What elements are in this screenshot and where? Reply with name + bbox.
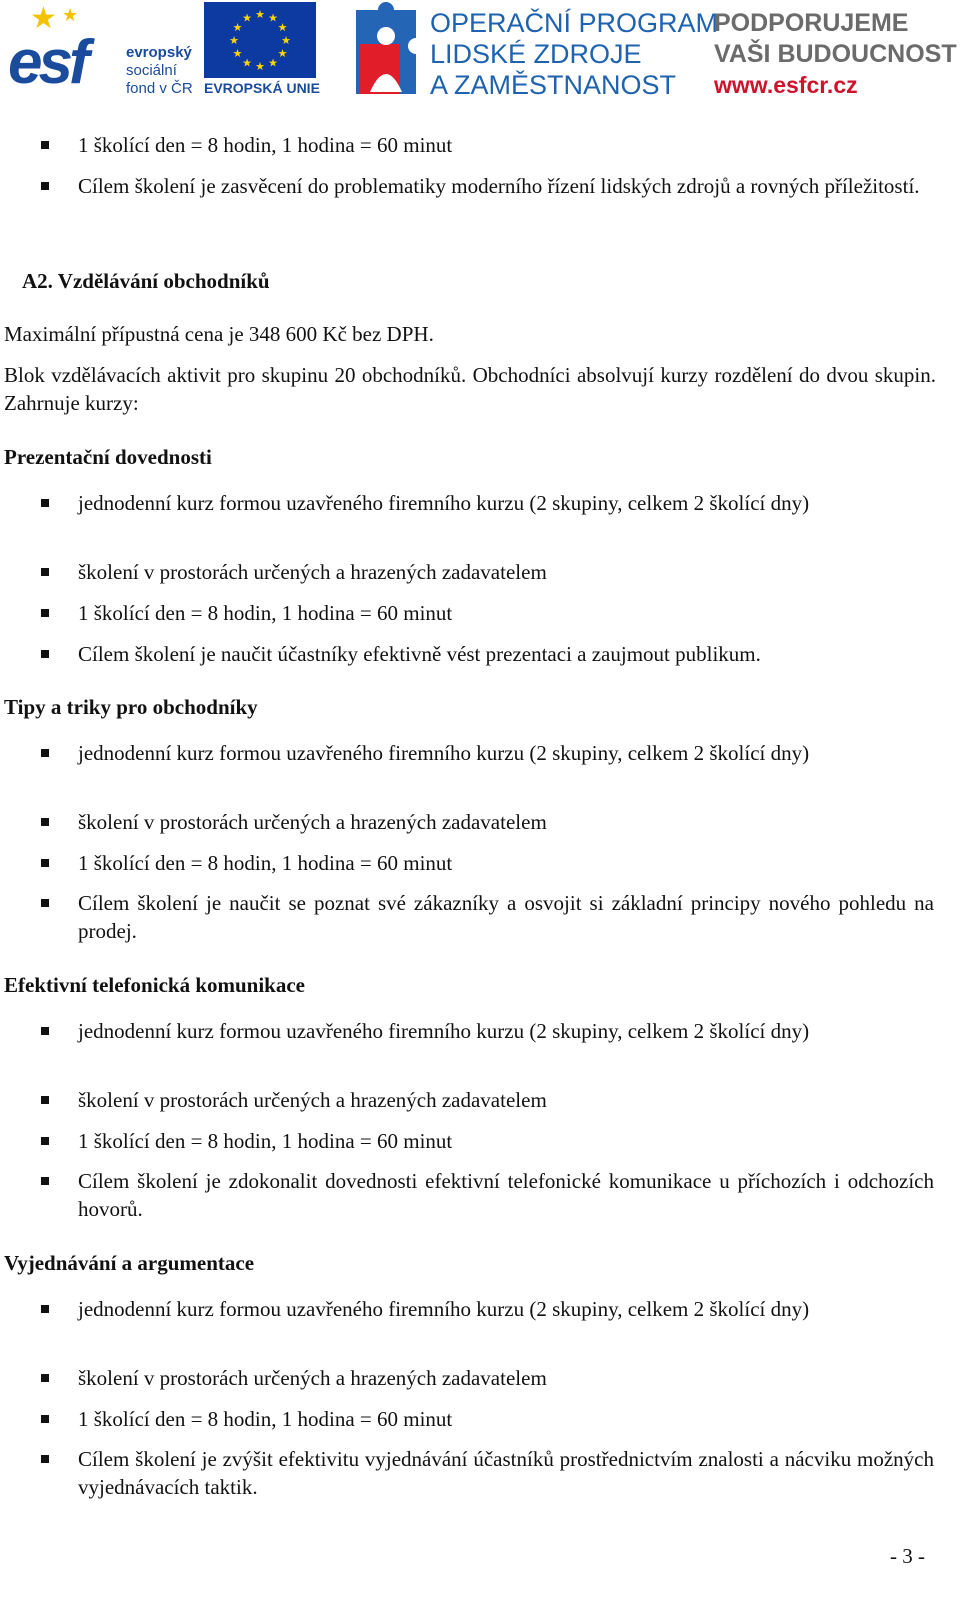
program-title: OPERAČNÍ PROGRAM LIDSKÉ ZDROJE A ZAMĚSTNANOST: [430, 8, 719, 100]
bullet-square-icon: [41, 609, 49, 617]
eu-star-icon: ★: [255, 61, 265, 73]
eu-star-icon: ★: [232, 48, 243, 60]
eu-star-icon: ★: [277, 22, 288, 34]
eu-star-icon: ★: [242, 57, 252, 70]
eu-star-icon: ★: [268, 57, 278, 70]
bullet-square-icon: [41, 859, 49, 867]
header-banner: [0, 0, 960, 104]
eu-star-icon: ★: [281, 35, 291, 47]
price-text: Maximální přípustná cena je 348 600 Kč bez DPH.: [4, 322, 434, 346]
page-number: - 3 -: [890, 1544, 925, 1568]
bullet-square-icon: [41, 1137, 49, 1145]
star-icon: ★: [62, 5, 79, 25]
bullet-square-icon: [41, 568, 49, 576]
eu-star-icon: ★: [268, 12, 278, 25]
bullet-square-icon: [41, 499, 49, 507]
esf-logo-text: evropský sociální fond v ČR: [126, 44, 193, 97]
course-title: Vyjednávání a argumentace: [4, 1251, 255, 1275]
section-heading: A2. Vzdělávání obchodníků: [22, 269, 270, 293]
bullet-square-icon: [41, 749, 49, 757]
eu-star-icon: ★: [229, 35, 239, 47]
bullet-square-icon: [41, 1374, 49, 1382]
bullet-square-icon: [41, 1096, 49, 1104]
eu-star-icon: ★: [242, 12, 252, 25]
bullet-square-icon: [41, 182, 49, 190]
esf-logo: [4, 2, 194, 98]
section-intro: Blok vzdělávacích aktivit pro skupinu 20 obchodníků. Obchodníci absolvují kurzy rozdělení do dvou skupin. Zahrnuje kurzy:: [4, 363, 936, 415]
bullet-square-icon: [41, 1415, 49, 1423]
bullet-square-icon: [41, 1305, 49, 1313]
course-title: Efektivní telefonická komunikace: [4, 973, 306, 997]
esf-logo-letters: esf: [8, 28, 86, 97]
eu-star-icon: ★: [277, 48, 288, 60]
bullet-square-icon: [41, 1455, 49, 1463]
eu-caption: EVROPSKÁ UNIE: [204, 80, 320, 96]
course-title: Tipy a triky pro obchodníky: [4, 695, 258, 719]
course-title: Prezentační dovednosti: [4, 445, 212, 469]
bullet-square-icon: [41, 1027, 49, 1035]
slogan: PODPORUJEME VAŠI BUDOUCNOST www.esfcr.cz: [714, 8, 957, 101]
bullet-square-icon: [41, 818, 49, 826]
star-icon: ★: [30, 2, 57, 35]
puzzle-logo-icon: [350, 0, 422, 100]
eu-flag-icon: [204, 2, 316, 78]
eu-star-icon: ★: [232, 22, 243, 34]
bullet-square-icon: [41, 650, 49, 658]
bullet-square-icon: [41, 1177, 49, 1185]
bullet-square-icon: [41, 899, 49, 907]
esf-url-link[interactable]: www.esfcr.cz: [714, 72, 858, 98]
eu-star-icon: ★: [255, 9, 265, 21]
bullet-square-icon: [41, 141, 49, 149]
